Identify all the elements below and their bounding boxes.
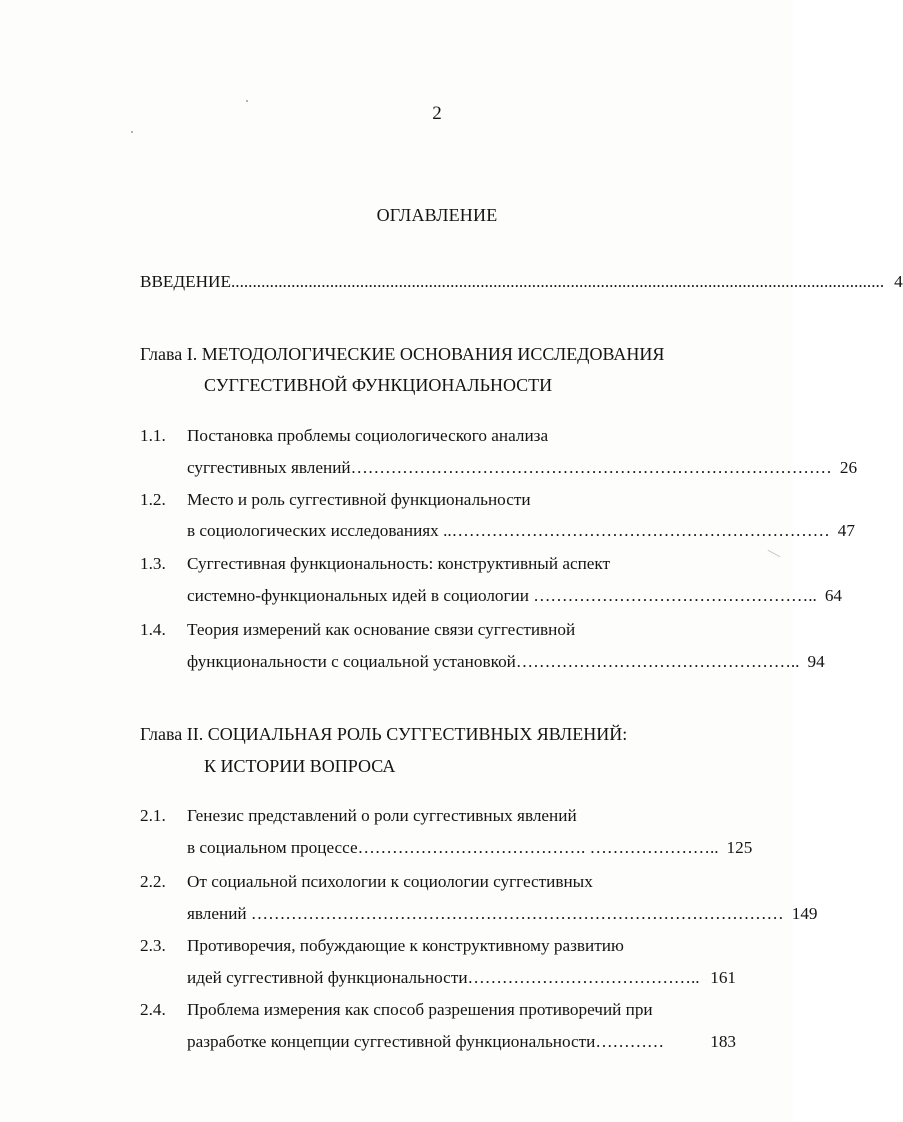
section-title-cont: разработке концепции суггестивной функциональности <box>187 1032 596 1051</box>
section-page: 94 <box>807 652 825 671</box>
section-title: Постановка проблемы социологического анализа <box>187 426 549 445</box>
section-title-cont: функциональности с социальной установкой <box>187 652 516 671</box>
section-title-cont: в социологических исследованиях <box>187 521 439 540</box>
section-page: 183 <box>710 1032 736 1051</box>
dot-leader: ………………………………………………………………………………… <box>246 904 784 923</box>
section-title: Теория измерений как основание связи суггестивной <box>187 620 576 639</box>
section-page: 64 <box>824 586 843 605</box>
section-title-last-line <box>187 1030 736 1054</box>
dot-leader: ………………………………………………………………………… <box>350 458 832 477</box>
section-title-last-line <box>187 650 825 674</box>
section-number: 1.4. <box>140 620 166 639</box>
section-title: Место и роль суггестивной функциональности <box>187 490 531 509</box>
section-number: 1.3. <box>140 554 166 573</box>
section-page: 149 <box>791 904 818 923</box>
dot-leader: …………………………………. ………………….. <box>357 838 719 857</box>
section-title-cont: явлений <box>187 904 247 923</box>
section-page: 161 <box>710 968 736 987</box>
dot-leader: ........................................................................................................................................................ <box>230 272 885 291</box>
dot-leader: ………… <box>595 1032 665 1051</box>
section-title-last-line <box>187 902 818 926</box>
toc-entry-intro <box>140 270 903 294</box>
dot-leader: ………………………………….. <box>467 968 700 987</box>
toc-entry-label: ВВЕДЕНИЕ <box>140 272 231 291</box>
section-title-cont: системно-функциональных идей в социологии <box>187 586 529 605</box>
section-page: 125 <box>726 838 753 857</box>
section-title-last-line <box>187 456 858 480</box>
section-title: От социальной психологии к социологии суггестивных <box>187 872 593 891</box>
scan-speck <box>246 100 248 102</box>
toc-entry-page: 4 <box>894 272 903 291</box>
scan-mark <box>768 550 781 557</box>
section-title: Суггестивная функциональность: конструктивный аспект <box>187 554 611 573</box>
chapter-1-heading-cont: СУГГЕСТИВНОЙ ФУНКЦИОНАЛЬНОСТИ <box>204 375 553 395</box>
section-number: 1.1. <box>140 426 166 445</box>
toc-title: ОГЛАВЛЕНИЕ <box>376 205 498 225</box>
section-number: 2.3. <box>140 936 166 955</box>
section-title-last-line <box>187 836 753 860</box>
section-title-last-line <box>187 584 843 608</box>
section-number: 1.2. <box>140 490 166 509</box>
section-title-last-line <box>187 519 855 543</box>
section-title-cont: суггестивных явлений <box>187 458 351 477</box>
scan-speck <box>131 131 133 133</box>
page-number: 2 <box>432 103 442 124</box>
dot-leader: ………………………………………….. <box>515 652 800 671</box>
section-number: 2.1. <box>140 806 166 825</box>
section-title: Противоречия, побуждающие к конструктивному развитию <box>187 936 624 955</box>
dot-leader: ..………………………………………………………… <box>438 521 830 540</box>
section-title-last-line <box>187 966 736 990</box>
section-title: Генезис представлений о роли суггестивных явлений <box>187 806 577 825</box>
section-title-cont: идей суггестивной функциональности <box>187 968 468 987</box>
section-title-cont: в социальном процессе <box>187 838 358 857</box>
chapter-1-heading: Глава I. МЕТОДОЛОГИЧЕСКИЕ ОСНОВАНИЯ ИССЛЕДОВАНИЯ <box>140 344 665 364</box>
dot-leader: ………………………………………….. <box>528 586 817 605</box>
section-page: 47 <box>837 521 855 540</box>
section-number: 2.4. <box>140 1000 166 1019</box>
section-page: 26 <box>839 458 858 477</box>
chapter-2-heading: Глава II. СОЦИАЛЬНАЯ РОЛЬ СУГГЕСТИВНЫХ ЯВЛЕНИЙ: <box>140 724 628 744</box>
section-title: Проблема измерения как способ разрешения противоречий при <box>187 1000 653 1019</box>
chapter-2-heading-cont: К ИСТОРИИ ВОПРОСА <box>204 756 396 776</box>
section-number: 2.2. <box>140 872 166 891</box>
